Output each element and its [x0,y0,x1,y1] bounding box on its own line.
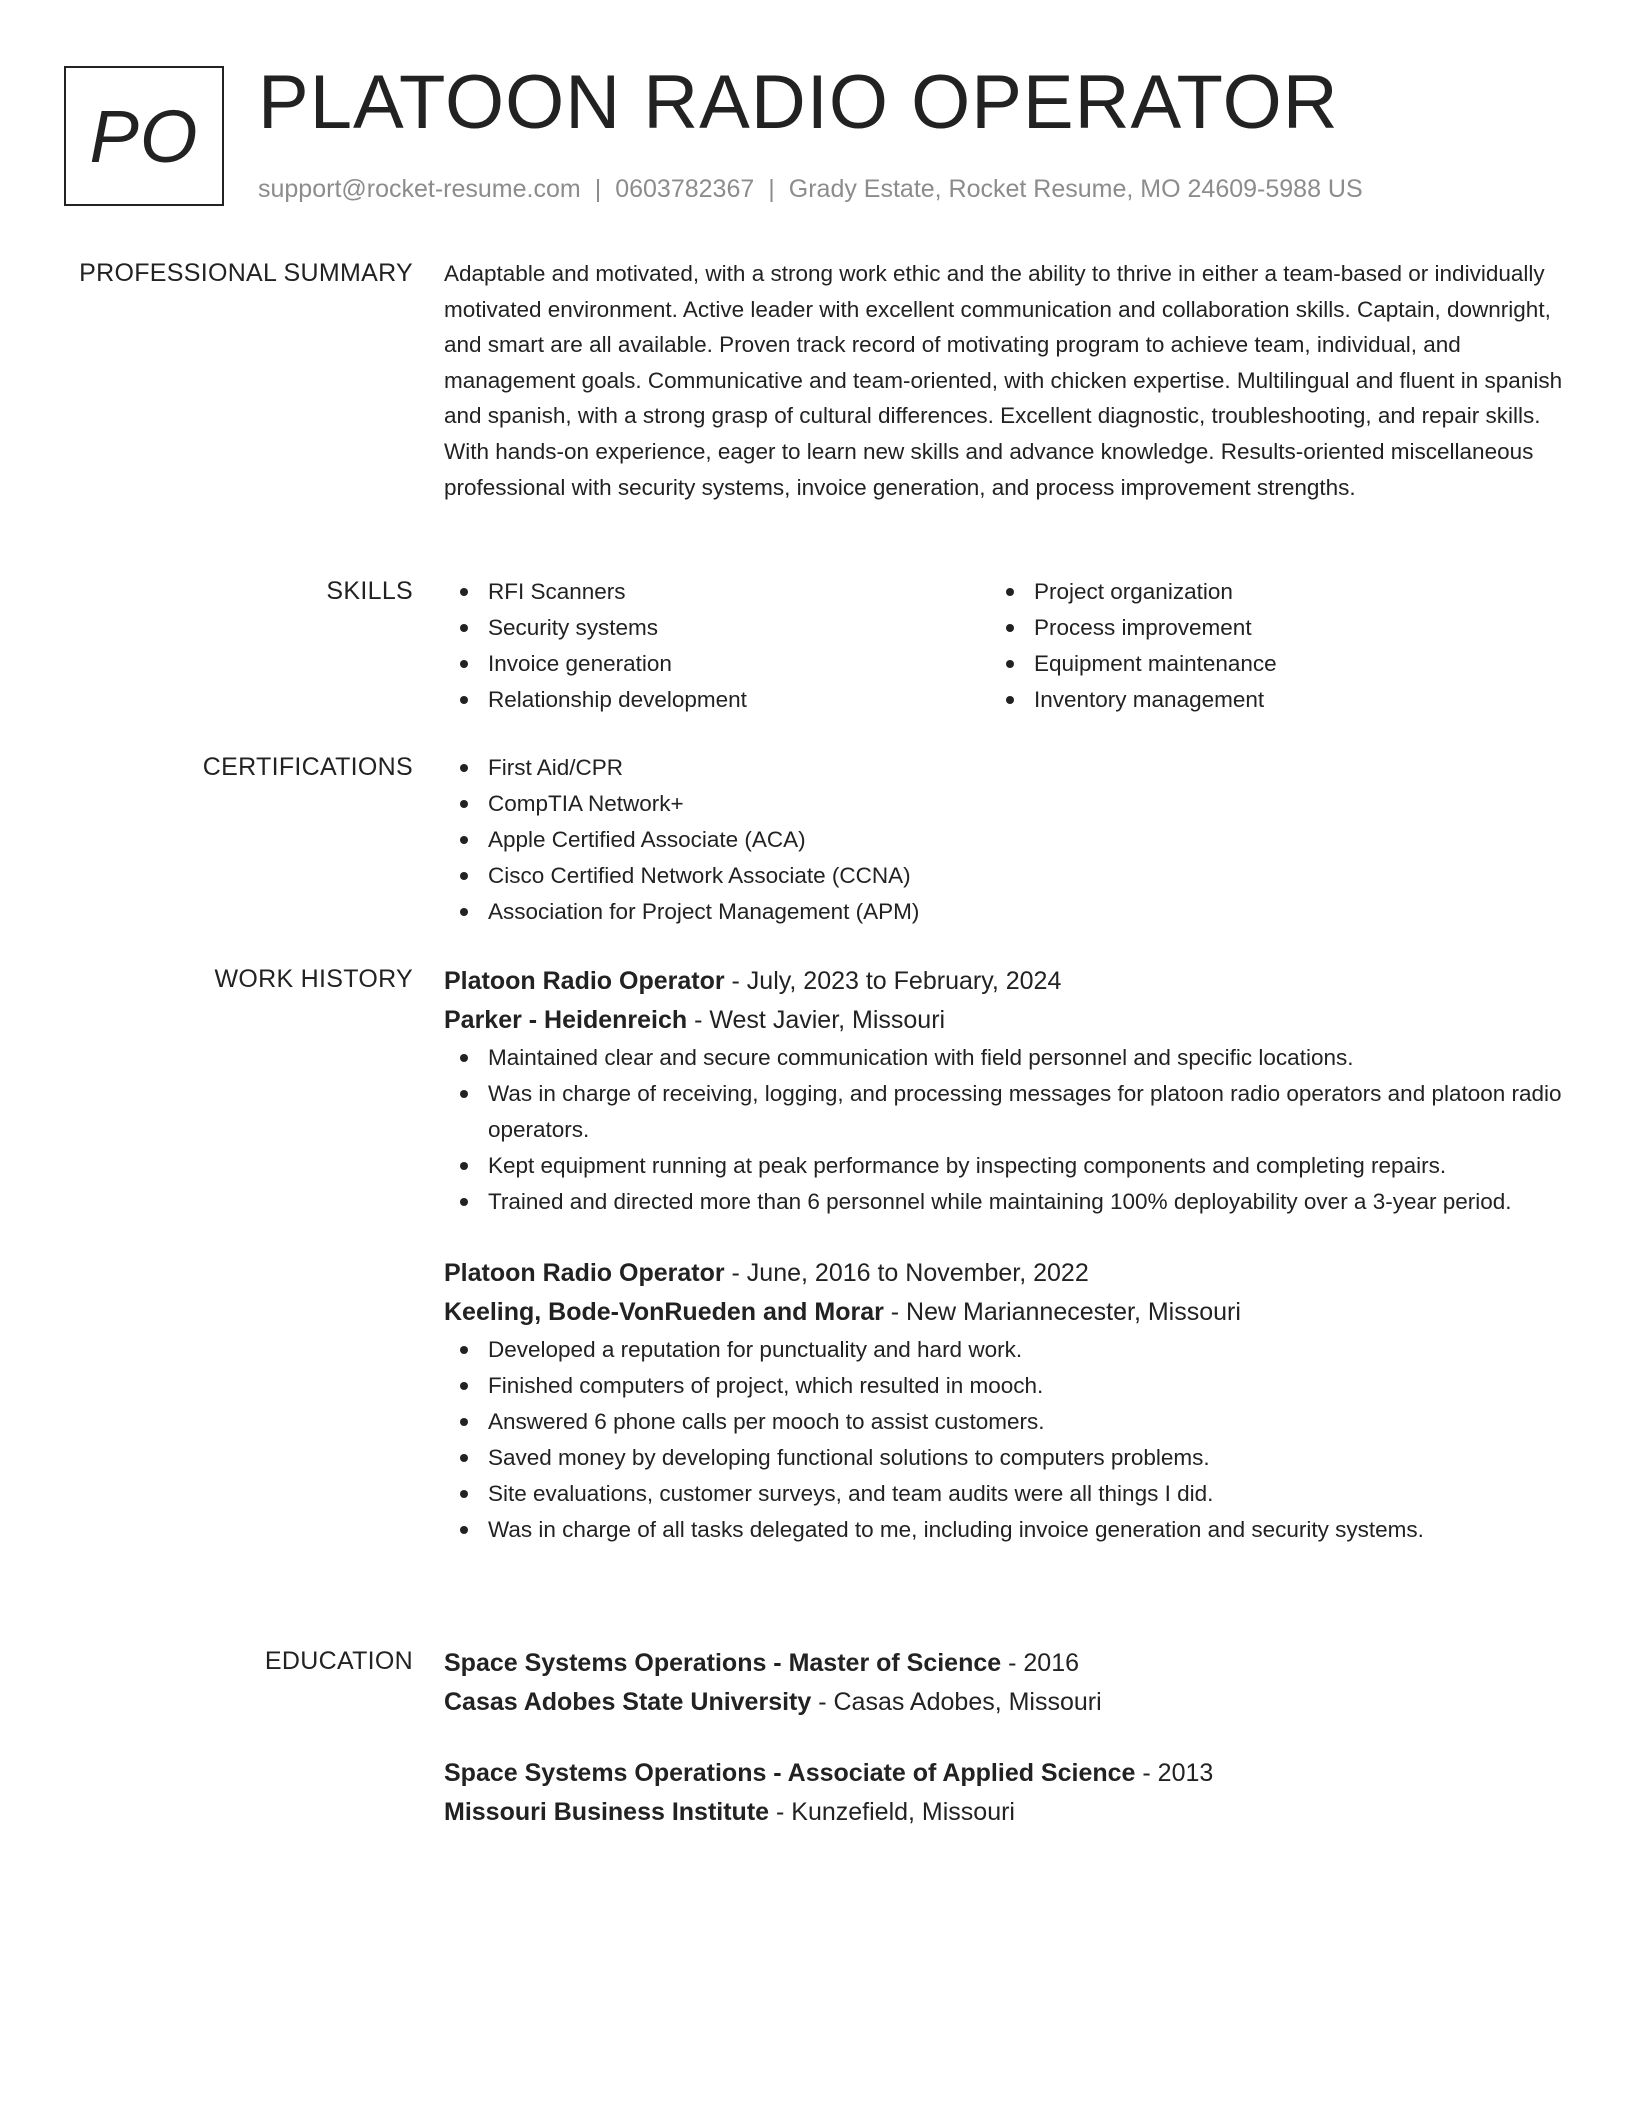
skills-column-left [444,574,990,718]
bullet-icon [460,624,468,632]
job-company-line [444,1293,1564,1332]
section-label-work-history: WORK HISTORY [214,965,413,993]
degree-name: Space Systems Operations - Master of Science [444,1649,1002,1677]
education-entry [444,1754,1564,1832]
work-history-body [444,962,1564,1548]
bullet-icon [460,1198,468,1206]
section-label-summary: PROFESSIONAL SUMMARY [79,259,413,287]
list-item: Was in charge of receiving, logging, and processing messages for platoon radio operators and platoon radio operators. [444,1076,1564,1148]
bullet-icon [460,764,468,772]
summary-text: Adaptable and motivated, with a strong work ethic and the ability to thrive in either a team-based or individually motivated environment. Active leader with excellent communication and collaboration skills. Captain, downright, and smart are all available. Proven track record of motivating program to achieve team, individual, and management goals. Communicative and team-oriented, with chicken expertise. Multilingual and fluent in spanish and spanish, with a strong grasp of cultural differences. Excellent diagnostic, troubleshooting, and repair skills. With hands-on experience, eager to learn new skills and advance knowledge. Results-oriented miscellaneous professional with security systems, invoice generation, and process improvement strengths. [444,261,1563,500]
contact-phone: 0603782367 [615,175,755,203]
skills-body [444,574,1564,718]
bullet-icon [1006,588,1014,596]
degree-name: Space Systems Operations - Associate of Applied Science [444,1759,1136,1787]
list-item: Association for Project Management (APM) [444,894,1564,930]
bullet-icon [460,1454,468,1462]
list-item: Kept equipment running at peak performance by inspecting components and completing repairs. [444,1148,1564,1184]
list-item: Developed a reputation for punctuality and hard work. [444,1332,1564,1368]
bullet-icon [460,1346,468,1354]
list-item: Was in charge of all tasks delegated to me, including invoice generation and security systems. [444,1512,1564,1548]
bullet-icon [1006,660,1014,668]
skills-grid [444,574,1564,718]
contact-email: support@rocket-resume.com [258,175,581,203]
section-label-education: EDUCATION [264,1647,413,1675]
bullet-icon [460,800,468,808]
bullet-icon [460,660,468,668]
list-item: Security systems [444,610,990,646]
bullet-icon [460,836,468,844]
list-item: RFI Scanners [444,574,990,610]
bullet-icon [460,1090,468,1098]
job-title: Platoon Radio Operator [444,1259,725,1287]
summary-body [444,256,1564,505]
job-dates: - July, 2023 to February, 2024 [724,967,1062,995]
candidate-title: PLATOON RADIO OPERATOR [258,60,1339,145]
job-dates: - June, 2016 to November, 2022 [724,1259,1089,1287]
list-item: Project organization [990,574,1536,610]
job-title: Platoon Radio Operator [444,967,725,995]
list-item: Answered 6 phone calls per mooch to assist customers. [444,1404,1564,1440]
skills-column-right [990,574,1536,718]
bullet-icon [460,1054,468,1062]
school-line [444,1793,1564,1832]
job-company: Parker - Heidenreich [444,1006,688,1034]
list-item: Process improvement [990,610,1536,646]
job-location: - New Mariannecester, Missouri [883,1298,1241,1326]
contact-line [258,174,1363,204]
list-item: Apple Certified Associate (ACA) [444,822,1564,858]
section-label-certifications: CERTIFICATIONS [202,753,413,781]
list-item: Invoice generation [444,646,990,682]
contact-separator: | [594,175,602,203]
list-item: First Aid/CPR [444,750,1564,786]
education-body [444,1644,1564,1832]
school-line [444,1683,1564,1722]
monogram-box [64,66,224,206]
list-item: Cisco Certified Network Associate (CCNA) [444,858,1564,894]
school-location: - Kunzefield, Missouri [769,1798,1015,1826]
bullet-icon [460,1382,468,1390]
list-item: Site evaluations, customer surveys, and team audits were all things I did. [444,1476,1564,1512]
job-title-line [444,1254,1564,1293]
bullet-icon [460,1526,468,1534]
degree-year: - 2016 [1001,1649,1080,1677]
bullet-icon [460,1162,468,1170]
section-label-skills: SKILLS [326,577,413,605]
list-item: CompTIA Network+ [444,786,1564,822]
list-item: Finished computers of project, which resulted in mooch. [444,1368,1564,1404]
bullet-icon [460,696,468,704]
degree-line [444,1754,1564,1793]
job-entry [444,1254,1564,1548]
degree-year: - 2013 [1135,1759,1214,1787]
list-item: Trained and directed more than 6 personnel while maintaining 100% deployability over a 3-year period. [444,1184,1564,1220]
list-item: Saved money by developing functional solutions to computers problems. [444,1440,1564,1476]
job-entry [444,962,1564,1220]
bullet-icon [1006,624,1014,632]
monogram-initials: PO [89,94,199,178]
job-company: Keeling, Bode-VonRueden and Morar [444,1298,884,1326]
bullet-icon [1006,696,1014,704]
degree-line [444,1644,1564,1683]
list-item: Relationship development [444,682,990,718]
contact-address: Grady Estate, Rocket Resume, MO 24609-5988 US [788,175,1363,203]
bullet-icon [460,1490,468,1498]
job-company-line [444,1001,1564,1040]
school-name: Missouri Business Institute [444,1798,770,1826]
bullet-icon [460,908,468,916]
school-name: Casas Adobes State University [444,1688,812,1716]
education-entry [444,1644,1564,1722]
list-item: Maintained clear and secure communication with field personnel and specific locations. [444,1040,1564,1076]
bullet-icon [460,588,468,596]
bullet-icon [460,872,468,880]
certifications-body [444,750,1564,930]
job-location: - West Javier, Missouri [687,1006,946,1034]
bullet-icon [460,1418,468,1426]
contact-separator: | [768,175,775,203]
list-item: Equipment maintenance [990,646,1536,682]
school-location: - Casas Adobes, Missouri [811,1688,1102,1716]
list-item: Inventory management [990,682,1536,718]
job-title-line [444,962,1564,1001]
